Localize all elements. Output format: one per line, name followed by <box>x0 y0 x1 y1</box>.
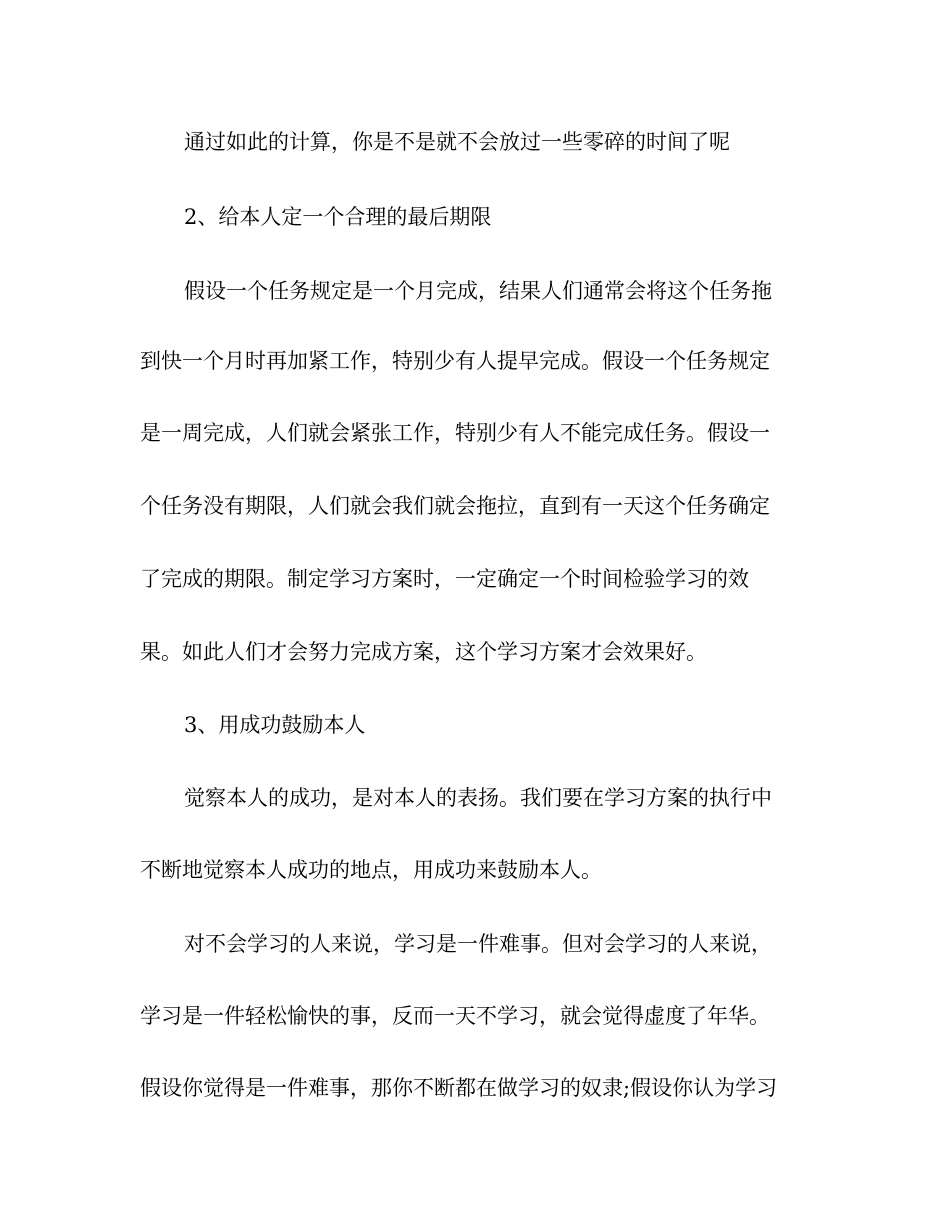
paragraph-line: 不断地觉察本人成功的地点，用成功来鼓励本人。 <box>140 858 602 882</box>
paragraph-line: 果。如此人们才会努力完成方案，这个学习方案才会效果好。 <box>140 640 707 664</box>
paragraph-line: 了完成的期限。制定学习方案时，一定确定一个时间检验学习的效 <box>140 567 749 591</box>
section-heading: 3、用成功鼓励本人 <box>184 713 366 737</box>
paragraph-line: 个任务没有期限，人们就会我们就会拖拉，直到有一天这个任务确定 <box>140 494 770 518</box>
paragraph-line: 假设你觉得是一件难事，那你不断都在做学习的奴隶;假设你认为学习 <box>140 1076 778 1100</box>
paragraph-line: 觉察本人的成功，是对本人的表扬。我们要在学习方案的执行中 <box>184 786 772 810</box>
paragraph-line: 对不会学习的人来说，学习是一件难事。但对会学习的人来说， <box>184 932 772 956</box>
paragraph-line: 假设一个任务规定是一个月完成，结果人们通常会将这个任务拖 <box>184 279 772 303</box>
paragraph-line: 学习是一件轻松愉快的事，反而一天不学习，就会觉得虚度了年华。 <box>140 1004 770 1028</box>
section-heading: 2、给本人定一个合理的最后期限 <box>184 205 492 229</box>
paragraph-line: 是一周完成，人们就会紧张工作，特别少有人不能完成任务。假设一 <box>140 421 770 445</box>
paragraph-line: 通过如此的计算，你是不是就不会放过一些零碎的时间了呢 <box>184 130 730 154</box>
paragraph-line: 到快一个月时再加紧工作，特别少有人提早完成。假设一个任务规定 <box>140 349 770 373</box>
